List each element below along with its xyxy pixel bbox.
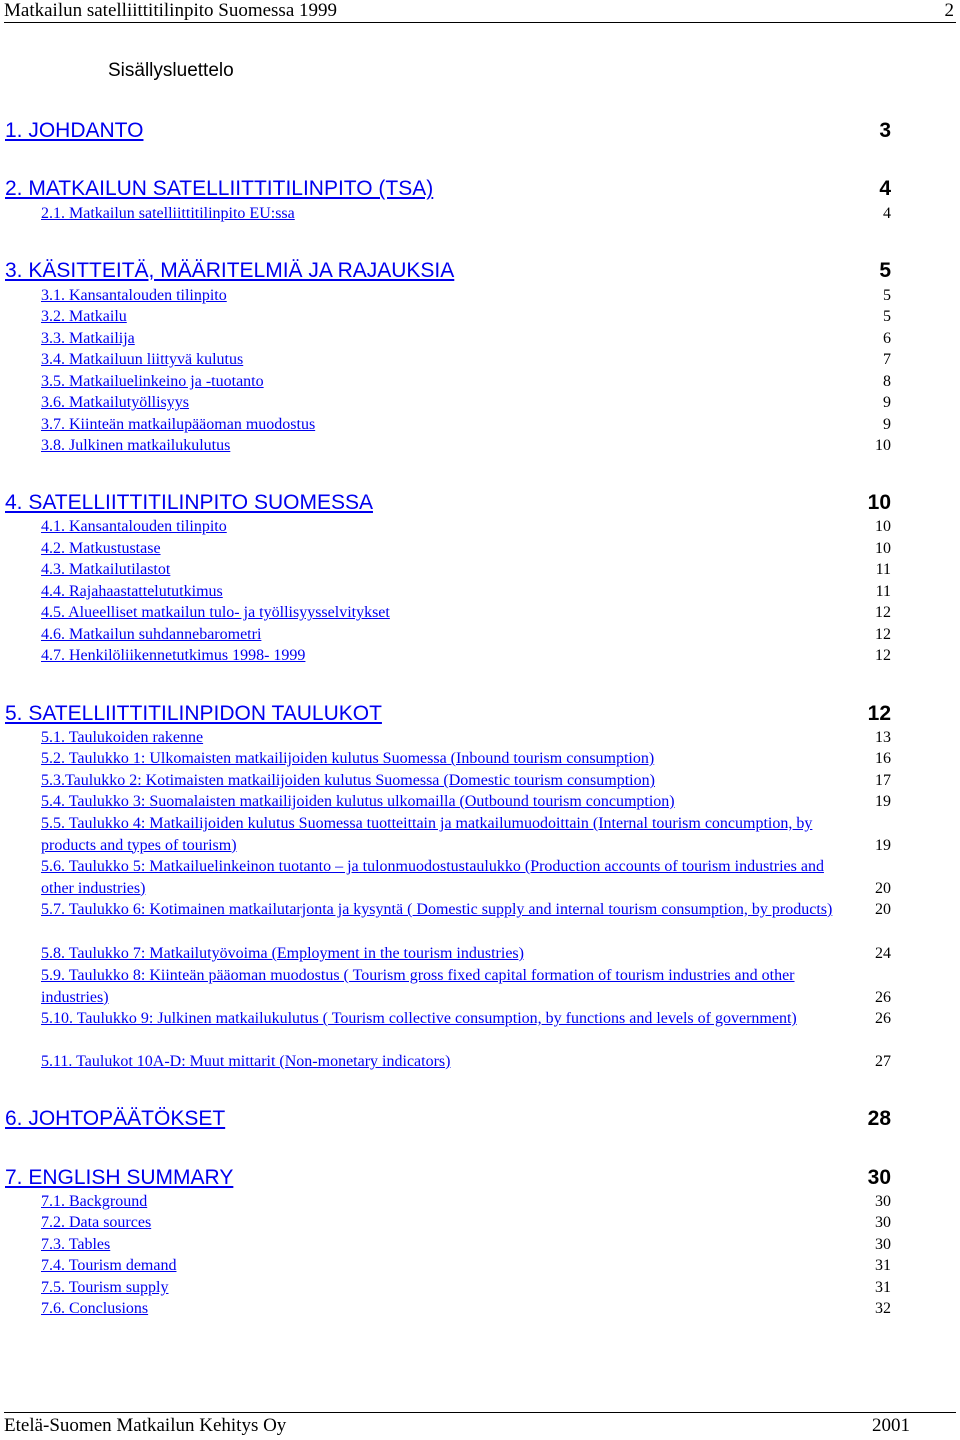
toc-item-title-link[interactable]: 3.4. Matkailuun liittyvä kulutus [41, 351, 244, 368]
toc-section-6[interactable] [5, 1107, 891, 1131]
toc-section-page: 4 [879, 177, 891, 200]
toc-item-2-1[interactable] [41, 203, 891, 225]
toc-item-3-8[interactable] [41, 435, 891, 457]
toc-item-3-1[interactable] [41, 285, 891, 307]
toc-item-3-3[interactable] [41, 328, 891, 350]
toc-item-title-link[interactable]: 4.3. Matkailutilastot [41, 561, 171, 578]
toc-item-title-link[interactable]: 7.6. Conclusions [41, 1300, 149, 1317]
toc-item-4-6[interactable] [41, 624, 891, 646]
toc-item-title-link[interactable]: 5.4. Taulukko 3: Suomalaisten matkailijoiden kulutus ulkomailla (Outbound tourism concumption) [41, 793, 675, 810]
toc-item-5-5[interactable] [41, 813, 891, 856]
toc-section-title-link[interactable]: 2. MATKAILUN SATELLIITTITILINPITO (TSA) [5, 177, 434, 200]
toc-item-4-3[interactable] [41, 559, 891, 581]
toc-item-7-1[interactable] [41, 1191, 891, 1213]
toc-item-4-5[interactable] [41, 602, 891, 624]
toc-item-title-link[interactable]: 3.8. Julkinen matkailukulutus [41, 437, 231, 454]
toc-item-7-5[interactable] [41, 1277, 891, 1299]
toc-item-page: 31 [875, 1279, 891, 1296]
toc-item-page: 12 [875, 647, 891, 664]
toc-item-page: 24 [875, 945, 891, 962]
toc-item-page: 9 [883, 394, 891, 411]
toc-section-title-link[interactable]: 7. ENGLISH SUMMARY [5, 1166, 234, 1189]
toc-item-title-link[interactable]: 5.1. Taulukoiden rakenne [41, 729, 204, 746]
toc-section-title-link[interactable]: 4. SATELLIITTITILINPITO SUOMESSA [5, 491, 373, 514]
toc-item-title-link[interactable]: 5.7. Taulukko 6: Kotimainen matkailutarjonta ja kysyntä ( Domestic supply and internal tourism consumption, by products) [41, 901, 833, 918]
toc-item-page: 12 [875, 604, 891, 621]
page-footer [4, 1412, 956, 1439]
toc-section-title-link[interactable]: 3. KÄSITTEITÄ, MÄÄRITELMIÄ JA RAJAUKSIA [5, 259, 455, 282]
toc-item-page: 32 [875, 1300, 891, 1317]
toc-item-page: 30 [875, 1214, 891, 1231]
toc-section-7[interactable] [5, 1166, 891, 1190]
toc-section-page: 12 [867, 702, 891, 725]
toc-item-title-link[interactable]: 3.1. Kansantalouden tilinpito [41, 287, 227, 304]
toc-section-page: 30 [867, 1166, 891, 1189]
toc-item-title-link[interactable]: 5.8. Taulukko 7: Matkailutyövoima (Employment in the tourism industries) [41, 945, 524, 962]
toc-item-title-link[interactable]: 7.1. Background [41, 1193, 148, 1210]
document-title: Matkailun satelliittitilinpito Suomessa 1999 [4, 0, 338, 21]
toc-item-title-link[interactable]: 4.1. Kansantalouden tilinpito [41, 518, 227, 535]
toc-item-title-link[interactable]: 5.5. Taulukko 4: Matkailijoiden kulutus Suomessa tuotteittain ja matkailumuodoittain (Internal tourism concumption, by products and types of tourism) [41, 815, 813, 854]
toc-item-title-link[interactable]: 5.6. Taulukko 5: Matkailuelinkeinon tuotanto – ja tulonmuodostustaulukko (Production accounts of tourism industries and other industries) [41, 858, 824, 897]
toc-item-7-3[interactable] [41, 1234, 891, 1256]
toc-item-title-link[interactable]: 4.7. Henkilöliikennetutkimus 1998- 1999 [41, 647, 306, 664]
toc-item-page: 5 [883, 308, 891, 325]
toc-section-2[interactable] [5, 177, 891, 201]
toc-item-5-7[interactable] [41, 899, 891, 921]
toc-item-4-4[interactable] [41, 581, 891, 603]
toc-item-page: 26 [875, 988, 891, 1006]
toc-item-4-7[interactable] [41, 645, 891, 667]
toc-item-page: 7 [883, 351, 891, 368]
toc-item-page: 10 [875, 518, 891, 535]
toc-item-3-4[interactable] [41, 349, 891, 371]
toc-item-5-8[interactable] [41, 943, 891, 965]
toc-item-page: 30 [875, 1236, 891, 1253]
toc-item-title-link[interactable]: 7.2. Data sources [41, 1214, 152, 1231]
toc-item-page: 10 [875, 437, 891, 454]
toc-item-7-2[interactable] [41, 1212, 891, 1234]
toc-item-page: 9 [883, 416, 891, 433]
toc-item-5-3[interactable] [41, 770, 891, 792]
toc-item-title-link[interactable]: 3.5. Matkailuelinkeino ja -tuotanto [41, 373, 264, 390]
toc-item-5-6[interactable] [41, 856, 891, 899]
toc-item-title-link[interactable]: 5.10. Taulukko 9: Julkinen matkailukulutus ( Tourism collective consumption, by functions and levels of government) [41, 1010, 797, 1027]
toc-item-page: 16 [875, 750, 891, 767]
toc-item-page: 6 [883, 330, 891, 347]
toc-item-title-link[interactable]: 7.3. Tables [41, 1236, 111, 1253]
toc-section-title-link[interactable]: 6. JOHTOPÄÄTÖKSET [5, 1107, 226, 1130]
toc-item-page: 20 [875, 879, 891, 897]
toc-item-5-10[interactable] [41, 1008, 891, 1030]
toc-item-title-link[interactable]: 3.2. Matkailu [41, 308, 127, 325]
toc-section-page: 10 [867, 491, 891, 514]
publisher-name: Etelä-Suomen Matkailun Kehitys Oy [4, 1415, 287, 1436]
toc-section-page: 28 [867, 1107, 891, 1130]
toc-item-title-link[interactable]: 3.6. Matkailutyöllisyys [41, 394, 189, 411]
toc-item-page: 11 [875, 561, 891, 578]
toc-item-5-11[interactable] [41, 1051, 891, 1073]
toc-item-title-link[interactable]: 4.2. Matkustustase [41, 540, 161, 557]
toc-item-page: 27 [875, 1053, 891, 1070]
toc-section-title-link[interactable]: 5. SATELLIITTITILINPIDON TAULUKOT [5, 702, 382, 725]
toc-item-3-7[interactable] [41, 414, 891, 436]
toc-item-title-link[interactable]: 7.5. Tourism supply [41, 1279, 169, 1296]
toc-item-title-link[interactable]: 2.1. Matkailun satelliittitilinpito EU:ssa [41, 205, 295, 222]
toc-section-title-link[interactable]: 1. JOHDANTO [5, 119, 144, 142]
toc-item-title-link[interactable]: 7.4. Tourism demand [41, 1257, 177, 1274]
toc-item-title-link[interactable]: 4.6. Matkailun suhdannebarometri [41, 626, 262, 643]
toc-item-3-5[interactable] [41, 371, 891, 393]
toc-item-title-link[interactable]: 5.2. Taulukko 1: Ulkomaisten matkailijoiden kulutus Suomessa (Inbound tourism consumption) [41, 750, 655, 767]
toc-item-title-link[interactable]: 4.4. Rajahaastattelututkimus [41, 583, 223, 600]
toc-item-3-2[interactable] [41, 306, 891, 328]
toc-item-4-2[interactable] [41, 538, 891, 560]
toc-item-page: 19 [875, 793, 891, 810]
toc-section-1[interactable] [5, 119, 891, 143]
page-number: 2 [944, 0, 954, 21]
toc-item-title-link[interactable]: 4.5. Alueelliset matkailun tulo- ja työllisyysselvitykset [41, 604, 390, 621]
toc-item-page: 30 [875, 1193, 891, 1210]
toc-item-title-link[interactable]: 3.3. Matkailija [41, 330, 135, 347]
toc-item-page: 12 [875, 626, 891, 643]
toc-item-page: 19 [875, 836, 891, 854]
toc-item-page: 20 [875, 901, 891, 918]
toc-item-page: 11 [875, 583, 891, 600]
toc-heading: Sisällysluettelo [108, 60, 234, 81]
toc-item-page: 17 [875, 772, 891, 789]
toc-item-5-2[interactable] [41, 748, 891, 770]
toc-section-page: 5 [879, 259, 891, 282]
toc-item-page: 8 [883, 373, 891, 390]
toc-section-4[interactable] [5, 491, 891, 515]
publication-year: 2001 [872, 1415, 910, 1436]
toc-section-5[interactable] [5, 702, 891, 726]
toc-section-3[interactable] [5, 259, 891, 283]
toc-item-7-4[interactable] [41, 1255, 891, 1277]
toc-item-title-link[interactable]: 5.11. Taulukot 10A-D: Muut mittarit (Non-monetary indicators) [41, 1053, 451, 1070]
toc-item-page: 10 [875, 540, 891, 557]
toc-item-page: 31 [875, 1257, 891, 1274]
toc-item-3-6[interactable] [41, 392, 891, 414]
toc-item-page: 5 [883, 287, 891, 304]
toc-item-title-link[interactable]: 5.9. Taulukko 8: Kiinteän pääoman muodostus ( Tourism gross fixed capital formation of tourism industries and other industries) [41, 967, 795, 1006]
toc-item-7-6[interactable] [41, 1298, 891, 1320]
toc-item-page: 4 [883, 205, 891, 222]
toc-item-title-link[interactable]: 5.3.Taulukko 2: Kotimaisten matkailijoiden kulutus Suomessa (Domestic tourism consumption) [41, 772, 655, 789]
toc-item-4-1[interactable] [41, 516, 891, 538]
toc-item-page: 13 [875, 729, 891, 746]
toc-item-5-1[interactable] [41, 727, 891, 749]
toc-item-5-4[interactable] [41, 791, 891, 813]
toc-item-page: 26 [875, 1010, 891, 1027]
toc-item-title-link[interactable]: 3.7. Kiinteän matkailupääoman muodostus [41, 416, 316, 433]
toc-item-5-9[interactable] [41, 965, 891, 1008]
toc-section-page: 3 [879, 119, 891, 142]
